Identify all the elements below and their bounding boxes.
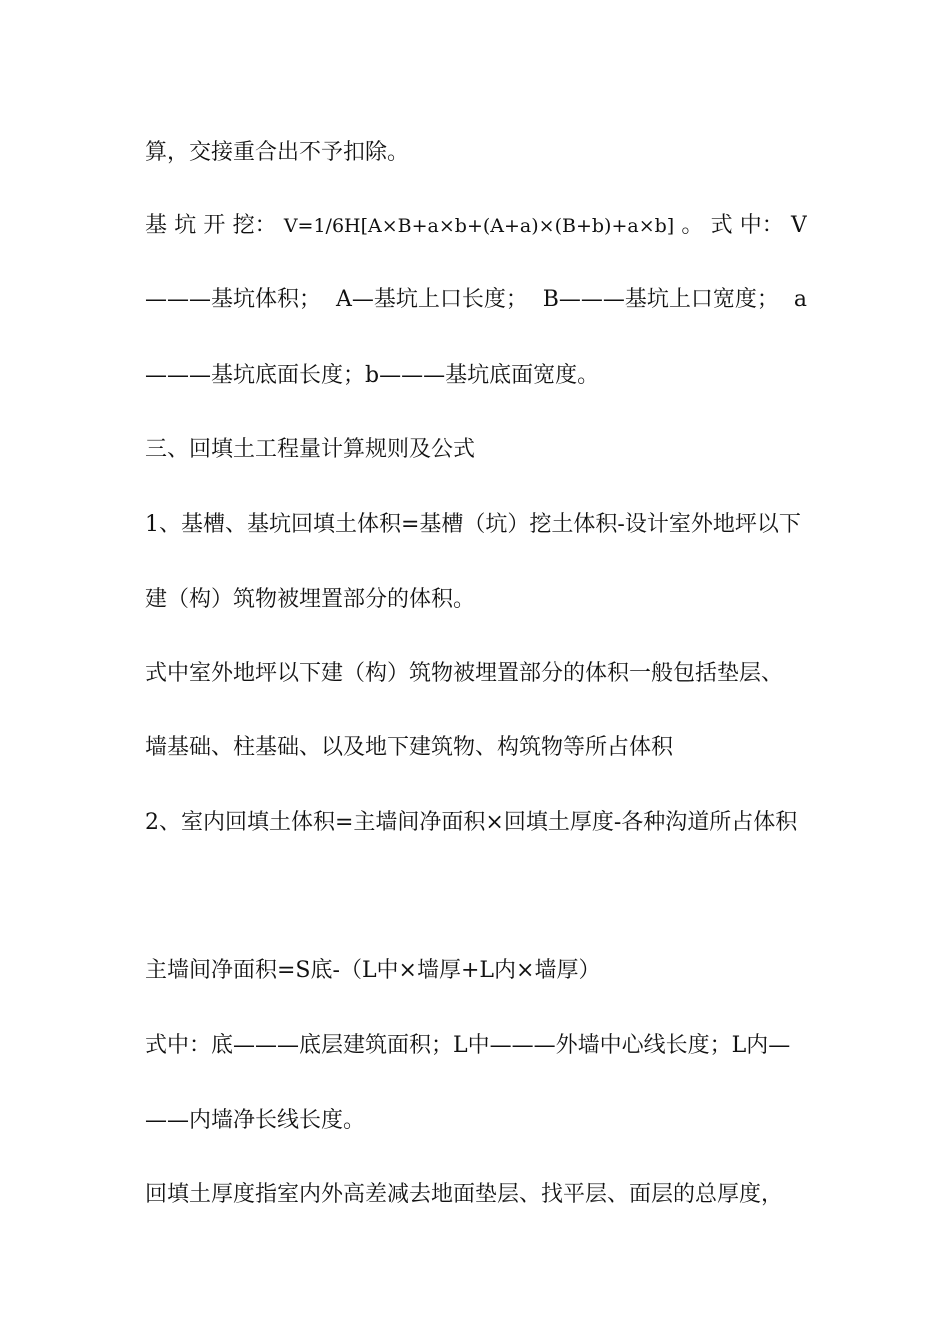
text-fragment: V — [791, 213, 807, 238]
text-fragment: B———基坑上口宽度； — [542, 287, 779, 312]
text-fragment: ———基坑体积； — [145, 287, 322, 312]
text-fragment: 中： — [739, 213, 784, 238]
text-line: 1、基槽、基坑回填土体积=基槽（坑）挖土体积-设计室外地坪以下 — [145, 512, 801, 537]
text-fragment: A—基坑上口长度； — [335, 287, 528, 312]
text-line: 式中：底———底层建筑面积；L中———外墙中心线长度；L内— — [145, 1033, 791, 1058]
text-fragment: 。 — [681, 213, 704, 238]
text-line: ——内墙净长线长度。 — [145, 1108, 366, 1133]
text-fragment: 开 — [203, 213, 226, 238]
text-line — [145, 285, 807, 315]
text-line: 墙基础、柱基础、以及地下建筑物、构筑物等所占体积 — [145, 735, 674, 760]
text-line: 2、室内回填土体积=主墙间净面积×回填土厚度-各种沟道所占体积 — [145, 810, 798, 835]
text-fragment: 坑 — [174, 213, 197, 238]
text-fragment: 基 — [145, 213, 168, 238]
formula-line — [145, 211, 807, 241]
text-fragment: a — [793, 287, 807, 312]
formula-text: V=1/6H[A×B+a×b+(A+a)×(B+b)+a×b] — [283, 215, 675, 237]
text-line: 回填土厚度指室内外高差减去地面垫层、找平层、面层的总厚度， — [145, 1182, 784, 1207]
text-fragment: 式 — [710, 213, 733, 238]
section-heading: 三、回填土工程量计算规则及公式 — [145, 437, 476, 462]
text-line: ———基坑底面长度；b———基坑底面宽度。 — [145, 363, 600, 388]
text-line: 建（构）筑物被埋置部分的体积。 — [145, 587, 476, 612]
text-line: 主墙间净面积=S底-（L中×墙厚+L内×墙厚） — [145, 958, 601, 983]
text-line: 算，交接重合出不予扣除。 — [145, 140, 410, 165]
text-fragment: 挖： — [232, 213, 277, 238]
text-line: 式中室外地坪以下建（构）筑物被埋置部分的体积一般包括垫层、 — [145, 661, 784, 686]
